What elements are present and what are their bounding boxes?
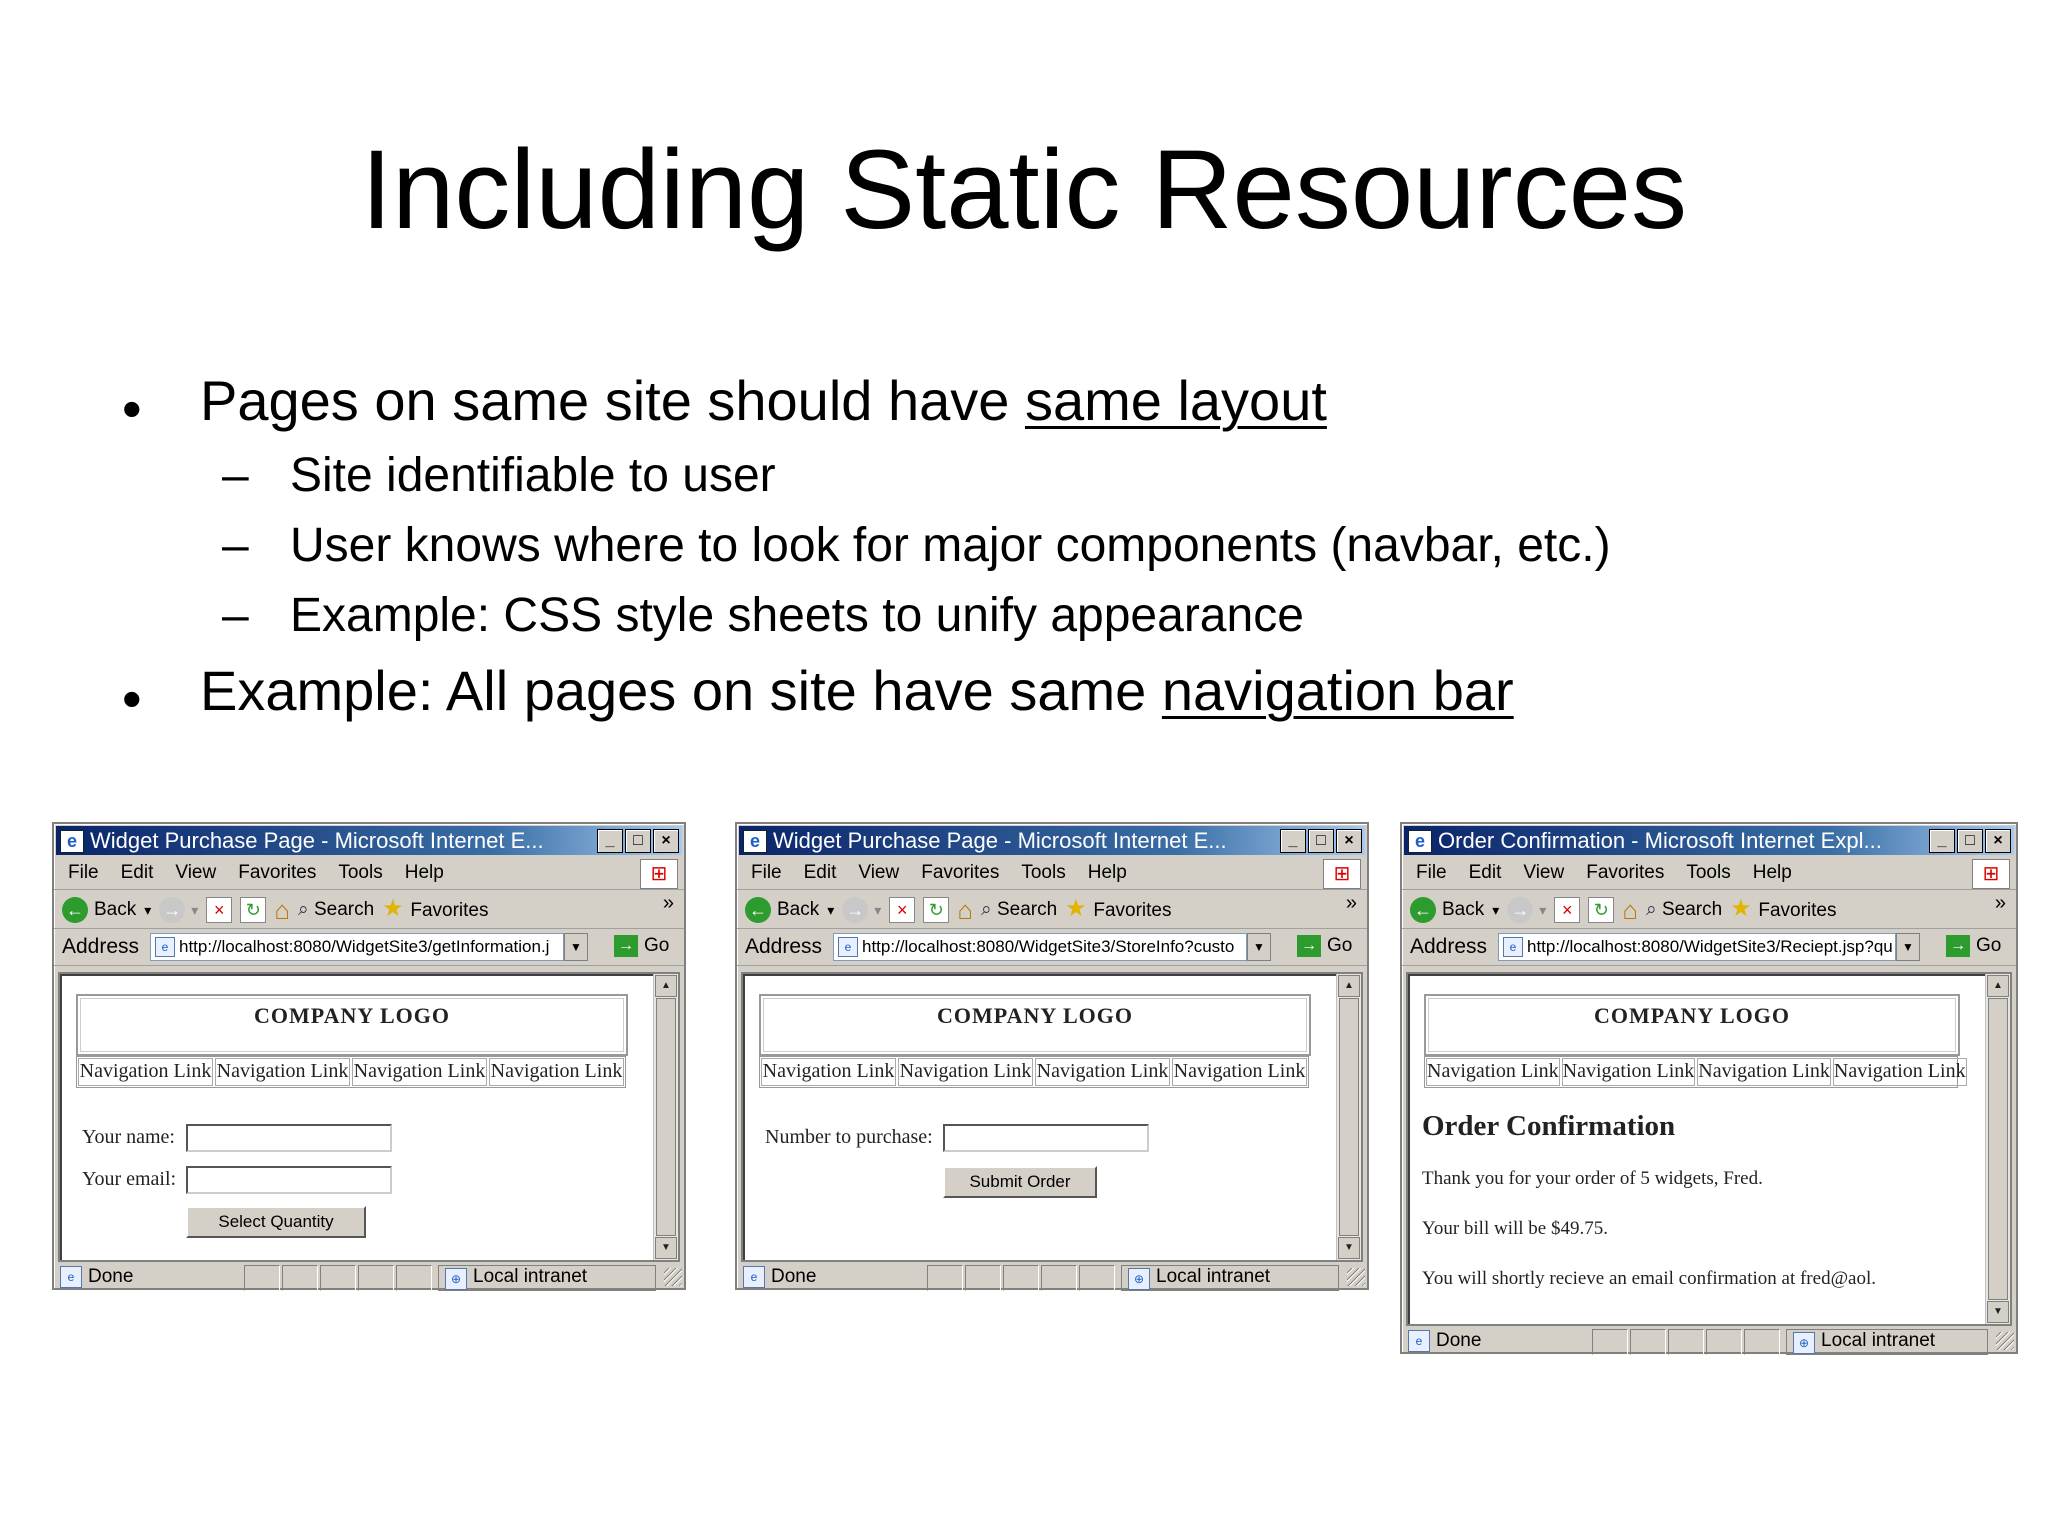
go-button[interactable] bbox=[1297, 932, 1352, 960]
bullet-text: Example: All pages on site have same bbox=[200, 659, 1162, 722]
bullet-same-layout bbox=[200, 366, 1327, 436]
address-input[interactable] bbox=[1498, 933, 1896, 961]
address-url: http://localhost:8080/WidgetSite3/getInformation.j bbox=[179, 937, 550, 956]
back-dropdown-icon[interactable]: ▾ bbox=[1492, 902, 1500, 918]
ie-app-icon: e bbox=[1408, 830, 1432, 853]
address-url: http://localhost:8080/WidgetSite3/StoreInfo?custo bbox=[862, 937, 1235, 956]
menu-item-favorites[interactable]: Favorites bbox=[1586, 862, 1665, 883]
local-intranet-icon: ⊕ bbox=[1793, 1332, 1815, 1354]
resize-grip-icon[interactable] bbox=[1347, 1268, 1365, 1286]
company-logo: COMPANY LOGO bbox=[1428, 998, 1956, 1052]
address-label: Address bbox=[745, 935, 823, 958]
address-bar bbox=[737, 929, 1367, 966]
email-confirmation-text: You will shortly recieve an email confirmation at fred@aol. bbox=[1422, 1268, 1877, 1289]
back-dropdown-icon[interactable]: ▾ bbox=[827, 902, 835, 918]
menu-item-file[interactable]: File bbox=[1416, 862, 1447, 883]
navigation-link[interactable]: Navigation Link bbox=[1426, 1058, 1560, 1086]
go-button[interactable] bbox=[1946, 932, 2001, 960]
status-pane bbox=[1706, 1329, 1742, 1355]
forward-dropdown-icon[interactable]: ▾ bbox=[191, 902, 199, 918]
thank-you-text: Thank you for your order of 5 widgets, Fred. bbox=[1422, 1168, 1763, 1189]
address-input[interactable] bbox=[150, 933, 564, 961]
company-logo: COMPANY LOGO bbox=[763, 998, 1307, 1052]
address-dropdown-icon[interactable]: ▼ bbox=[1896, 933, 1920, 961]
bullet-navigation-bar bbox=[200, 656, 1514, 726]
status-done: Done bbox=[771, 1266, 817, 1287]
status-pane bbox=[1079, 1265, 1115, 1291]
menu-item-tools[interactable]: Tools bbox=[338, 862, 383, 883]
vertical-scrollbar[interactable] bbox=[653, 974, 678, 1260]
menu-bar bbox=[54, 857, 684, 890]
go-arrow-icon: → bbox=[614, 935, 638, 957]
status-pane bbox=[320, 1265, 356, 1291]
back-button[interactable] bbox=[62, 891, 136, 929]
star-icon: ★ bbox=[382, 895, 411, 922]
stop-icon[interactable]: × bbox=[889, 897, 915, 923]
navigation-link[interactable]: Navigation Link bbox=[1697, 1058, 1831, 1086]
status-pane bbox=[244, 1265, 280, 1291]
search-icon: ⌕ bbox=[1646, 899, 1662, 920]
status-zone: Local intranet bbox=[1156, 1266, 1271, 1287]
refresh-icon[interactable]: ↻ bbox=[240, 897, 266, 923]
back-button[interactable] bbox=[745, 891, 819, 929]
back-arrow-icon: ← bbox=[1410, 897, 1436, 923]
forward-dropdown-icon[interactable]: ▾ bbox=[874, 902, 882, 918]
menu-bar bbox=[737, 857, 1367, 890]
close-button[interactable]: × bbox=[653, 829, 679, 853]
toolbar-overflow-icon[interactable]: » bbox=[1994, 892, 2006, 914]
navigation-link[interactable]: Navigation Link bbox=[489, 1058, 624, 1086]
toolbar bbox=[1402, 890, 2016, 929]
menu-item-view[interactable]: View bbox=[858, 862, 900, 883]
window-controls bbox=[1280, 829, 1362, 853]
resize-grip-icon[interactable] bbox=[664, 1268, 682, 1286]
status-done: Done bbox=[1436, 1330, 1482, 1351]
window-title: Widget Purchase Page - Microsoft Internet E... bbox=[773, 828, 1227, 853]
page-content bbox=[1406, 972, 2012, 1326]
address-bar bbox=[54, 929, 684, 966]
page-done-icon: e bbox=[60, 1266, 82, 1288]
back-button[interactable] bbox=[1410, 891, 1484, 929]
menu-item-file[interactable]: File bbox=[751, 862, 782, 883]
address-url: http://localhost:8080/WidgetSite3/Reciept.jsp?qu bbox=[1527, 937, 1893, 956]
home-icon[interactable]: ⌂ bbox=[1622, 895, 1639, 925]
scroll-down-icon[interactable]: ▼ bbox=[1987, 1301, 2009, 1323]
menu-item-help[interactable]: Help bbox=[1752, 862, 1792, 883]
back-label: Back bbox=[1442, 899, 1485, 920]
home-icon[interactable]: ⌂ bbox=[274, 895, 291, 925]
navigation-link[interactable]: Navigation Link bbox=[352, 1058, 487, 1086]
search-button[interactable] bbox=[298, 891, 374, 929]
window-title: Widget Purchase Page - Microsoft Internet E... bbox=[90, 828, 544, 853]
menu-item-edit[interactable]: Edit bbox=[1468, 862, 1502, 883]
status-pane bbox=[1041, 1265, 1077, 1291]
status-pane bbox=[1744, 1329, 1780, 1355]
zone-pane bbox=[1121, 1265, 1339, 1291]
minimize-button[interactable]: _ bbox=[597, 829, 623, 853]
title-bar[interactable] bbox=[1404, 826, 2014, 855]
quantity-label: Number to purchase: bbox=[765, 1126, 933, 1148]
status-bar bbox=[54, 1262, 684, 1292]
window-controls bbox=[1929, 829, 2011, 853]
search-button[interactable] bbox=[981, 891, 1057, 929]
submit-order-button[interactable]: Submit Order bbox=[943, 1166, 1097, 1198]
menu-item-help[interactable]: Help bbox=[1087, 862, 1127, 883]
browser-window-2 bbox=[735, 822, 1369, 1290]
favorites-label: Favorites bbox=[1758, 900, 1837, 921]
stop-icon[interactable]: × bbox=[206, 897, 232, 923]
minimize-button[interactable]: _ bbox=[1929, 829, 1955, 853]
local-intranet-icon: ⊕ bbox=[1128, 1268, 1150, 1290]
windows-flag-icon: ⊞ bbox=[1323, 859, 1361, 889]
name-label: Your name: bbox=[82, 1126, 175, 1148]
go-label: Go bbox=[1327, 935, 1353, 956]
favorites-label: Favorites bbox=[1093, 900, 1172, 921]
search-label: Search bbox=[996, 899, 1058, 920]
ie-app-icon: e bbox=[60, 830, 84, 853]
page-icon: e bbox=[838, 937, 858, 957]
menu-item-favorites[interactable]: Favorites bbox=[238, 862, 317, 883]
slide-title: Including Static Resources bbox=[360, 127, 1687, 252]
zone-pane bbox=[1786, 1329, 1988, 1355]
maximize-button[interactable]: □ bbox=[1308, 829, 1334, 853]
dash-marker: – bbox=[222, 449, 249, 502]
back-arrow-icon: ← bbox=[745, 897, 771, 923]
navigation-bar bbox=[76, 1056, 626, 1088]
page-content bbox=[741, 972, 1363, 1262]
menu-item-edit[interactable]: Edit bbox=[803, 862, 837, 883]
back-label: Back bbox=[94, 899, 137, 920]
star-icon: ★ bbox=[1065, 895, 1094, 922]
go-label: Go bbox=[644, 935, 670, 956]
dash-marker: – bbox=[222, 589, 249, 642]
address-bar bbox=[1402, 929, 2016, 966]
search-label: Search bbox=[313, 899, 375, 920]
navigation-link[interactable]: Navigation Link bbox=[78, 1058, 213, 1086]
navigation-bar bbox=[1424, 1056, 1966, 1088]
menu-item-view[interactable]: View bbox=[175, 862, 217, 883]
address-input[interactable] bbox=[833, 933, 1247, 961]
company-logo: COMPANY LOGO bbox=[80, 998, 624, 1052]
favorites-button[interactable] bbox=[382, 890, 488, 930]
forward-dropdown-icon[interactable]: ▾ bbox=[1539, 902, 1547, 918]
address-label: Address bbox=[62, 935, 140, 958]
toolbar bbox=[54, 890, 684, 929]
menu-item-view[interactable]: View bbox=[1523, 862, 1565, 883]
status-zone: Local intranet bbox=[473, 1266, 588, 1287]
address-dropdown-icon[interactable]: ▼ bbox=[1247, 933, 1271, 961]
back-arrow-icon: ← bbox=[62, 897, 88, 923]
back-label: Back bbox=[777, 899, 820, 920]
toolbar-overflow-icon[interactable]: » bbox=[1345, 892, 1357, 914]
search-label: Search bbox=[1661, 899, 1723, 920]
status-done: Done bbox=[88, 1266, 134, 1287]
status-pane bbox=[1592, 1329, 1628, 1355]
title-bar[interactable] bbox=[739, 826, 1365, 855]
navigation-link[interactable]: Navigation Link bbox=[898, 1058, 1033, 1086]
page-icon: e bbox=[155, 937, 175, 957]
navigation-link[interactable]: Navigation Link bbox=[1562, 1058, 1696, 1086]
order-confirmation-heading: Order Confirmation bbox=[1422, 1110, 1676, 1142]
scroll-up-icon[interactable]: ▲ bbox=[655, 975, 677, 997]
status-pane bbox=[396, 1265, 432, 1291]
email-input[interactable] bbox=[186, 1166, 392, 1194]
company-logo-box bbox=[759, 994, 1311, 1056]
favorites-button[interactable] bbox=[1730, 890, 1836, 930]
vertical-scrollbar[interactable] bbox=[1985, 974, 2010, 1324]
browser-window-1 bbox=[52, 822, 686, 1290]
company-logo-box bbox=[1424, 994, 1960, 1056]
navigation-link[interactable]: Navigation Link bbox=[1833, 1058, 1967, 1086]
status-zone: Local intranet bbox=[1821, 1330, 1936, 1351]
menu-item-favorites[interactable]: Favorites bbox=[921, 862, 1000, 883]
title-bar[interactable] bbox=[56, 826, 682, 855]
menu-item-edit[interactable]: Edit bbox=[120, 862, 154, 883]
back-dropdown-icon[interactable]: ▾ bbox=[144, 902, 152, 918]
scroll-thumb[interactable] bbox=[1988, 998, 2008, 1300]
address-label: Address bbox=[1410, 935, 1488, 958]
dash-marker: – bbox=[222, 519, 249, 572]
go-arrow-icon: → bbox=[1297, 935, 1321, 957]
zone-pane bbox=[438, 1265, 656, 1291]
bullet-text: Pages on same site should have bbox=[200, 369, 1025, 432]
status-pane bbox=[358, 1265, 394, 1291]
forward-button-icon[interactable]: → bbox=[842, 897, 868, 923]
home-icon[interactable]: ⌂ bbox=[957, 895, 974, 925]
go-arrow-icon: → bbox=[1946, 935, 1970, 957]
quantity-input[interactable] bbox=[943, 1124, 1149, 1152]
scroll-up-icon[interactable]: ▲ bbox=[1987, 975, 2009, 997]
scroll-thumb[interactable] bbox=[1339, 998, 1359, 1236]
status-pane bbox=[965, 1265, 1001, 1291]
navigation-link[interactable]: Navigation Link bbox=[1172, 1058, 1307, 1086]
company-logo-box bbox=[76, 994, 628, 1056]
refresh-icon[interactable]: ↻ bbox=[1588, 897, 1614, 923]
address-dropdown-icon[interactable]: ▼ bbox=[564, 933, 588, 961]
vertical-scrollbar[interactable] bbox=[1336, 974, 1361, 1260]
search-icon: ⌕ bbox=[298, 899, 314, 920]
ie-app-icon: e bbox=[743, 830, 767, 853]
forward-button-icon[interactable]: → bbox=[1507, 897, 1533, 923]
status-pane bbox=[927, 1265, 963, 1291]
name-input[interactable] bbox=[186, 1124, 392, 1152]
star-icon: ★ bbox=[1730, 895, 1759, 922]
page-done-icon: e bbox=[743, 1266, 765, 1288]
navigation-link[interactable]: Navigation Link bbox=[1035, 1058, 1170, 1086]
bullet-marker: • bbox=[122, 667, 142, 730]
email-label: Your email: bbox=[82, 1168, 177, 1190]
search-icon: ⌕ bbox=[981, 899, 997, 920]
browser-window-3 bbox=[1400, 822, 2018, 1354]
scroll-up-icon[interactable]: ▲ bbox=[1338, 975, 1360, 997]
refresh-icon[interactable]: ↻ bbox=[923, 897, 949, 923]
menu-bar bbox=[1402, 857, 2016, 890]
go-label: Go bbox=[1976, 935, 2002, 956]
windows-flag-icon: ⊞ bbox=[1972, 859, 2010, 889]
menu-item-file[interactable]: File bbox=[68, 862, 99, 883]
search-button[interactable] bbox=[1646, 891, 1722, 929]
status-pane bbox=[1668, 1329, 1704, 1355]
select-quantity-button[interactable]: Select Quantity bbox=[186, 1206, 366, 1238]
minimize-button[interactable]: _ bbox=[1280, 829, 1306, 853]
windows-flag-icon: ⊞ bbox=[640, 859, 678, 889]
close-button[interactable]: × bbox=[1336, 829, 1362, 853]
maximize-button[interactable]: □ bbox=[1957, 829, 1983, 853]
favorites-button[interactable] bbox=[1065, 890, 1171, 930]
window-controls bbox=[597, 829, 679, 853]
scroll-thumb[interactable] bbox=[656, 998, 676, 1236]
toolbar-overflow-icon[interactable]: » bbox=[662, 892, 674, 914]
stop-icon[interactable]: × bbox=[1554, 897, 1580, 923]
go-button[interactable] bbox=[614, 932, 669, 960]
page-content bbox=[58, 972, 680, 1262]
menu-item-help[interactable]: Help bbox=[404, 862, 444, 883]
local-intranet-icon: ⊕ bbox=[445, 1268, 467, 1290]
status-bar bbox=[737, 1262, 1367, 1292]
navigation-bar bbox=[759, 1056, 1309, 1088]
resize-grip-icon[interactable] bbox=[1996, 1332, 2014, 1350]
status-pane bbox=[1630, 1329, 1666, 1355]
status-pane bbox=[1003, 1265, 1039, 1291]
scroll-down-icon[interactable]: ▼ bbox=[1338, 1237, 1360, 1259]
favorites-label: Favorites bbox=[410, 900, 489, 921]
bullet-marker: • bbox=[122, 377, 142, 440]
sub-bullet-css-example: Example: CSS style sheets to unify appearance bbox=[290, 589, 1304, 642]
navigation-link[interactable]: Navigation Link bbox=[215, 1058, 350, 1086]
close-button[interactable]: × bbox=[1985, 829, 2011, 853]
toolbar bbox=[737, 890, 1367, 929]
window-title: Order Confirmation - Microsoft Internet Expl... bbox=[1438, 828, 1882, 853]
forward-button-icon[interactable]: → bbox=[159, 897, 185, 923]
page-done-icon: e bbox=[1408, 1330, 1430, 1352]
underlined-term: navigation bar bbox=[1161, 659, 1514, 722]
bill-text: Your bill will be $49.75. bbox=[1422, 1218, 1608, 1239]
menu-item-tools[interactable]: Tools bbox=[1021, 862, 1066, 883]
status-bar bbox=[1402, 1326, 2016, 1356]
navigation-link[interactable]: Navigation Link bbox=[761, 1058, 896, 1086]
menu-item-tools[interactable]: Tools bbox=[1686, 862, 1731, 883]
underlined-term: same layout bbox=[1024, 369, 1327, 432]
maximize-button[interactable]: □ bbox=[625, 829, 651, 853]
scroll-down-icon[interactable]: ▼ bbox=[655, 1237, 677, 1259]
status-pane bbox=[282, 1265, 318, 1291]
sub-bullet-user-knows: User knows where to look for major components (navbar, etc.) bbox=[290, 519, 1611, 572]
page-icon: e bbox=[1503, 937, 1523, 957]
sub-bullet-site-identifiable: Site identifiable to user bbox=[290, 449, 776, 502]
